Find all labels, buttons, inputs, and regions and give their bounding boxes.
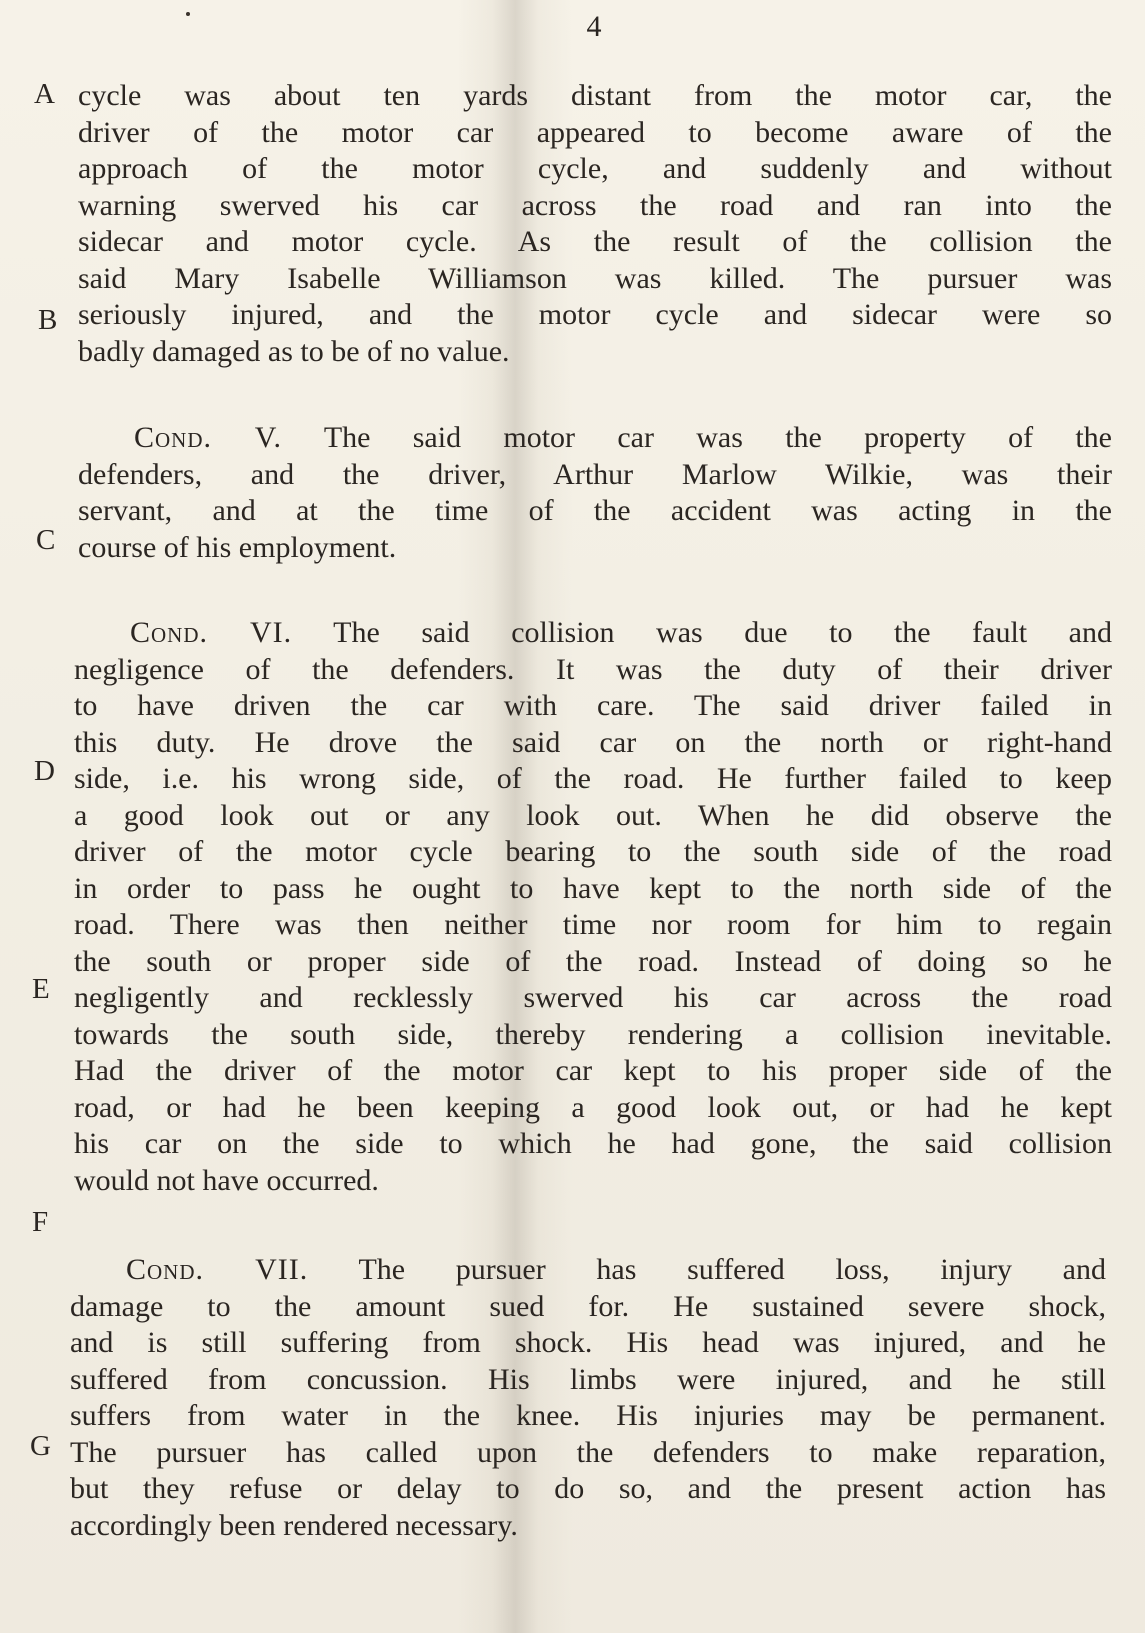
text-line: the south or proper side of the road. Instead of doing so he [74,944,1112,978]
text-line: would not have occurred. [74,1163,379,1197]
text-line: driver of the motor cycle bearing to the south side of the road [74,835,1112,868]
text-line: suffered from concussion. His limbs were injured, and he still [70,1362,1106,1396]
margin-letter-d: D [34,755,55,787]
text-line: road, or had he been keeping a good look out, or had he kept [74,1090,1112,1124]
paragraph-cond-vi [74,615,1112,1199]
text-line: warning swerved his car across the road and ran into the [78,188,1112,222]
text-line: but they refuse or delay to do so, and the present action has [70,1472,1106,1505]
text-line: a good look out or any look out. When he did observe the [74,798,1112,832]
margin-letter-g: G [30,1430,51,1462]
text-line: accordingly been rendered necessary. [70,1508,518,1542]
text-line: negligence of the defenders. It was the duty of their driver [74,652,1112,686]
margin-letter-a: A [34,78,55,110]
text-line: seriously injured, and the motor cycle and sidecar were so [78,298,1112,331]
text-line: course of his employment. [78,530,397,564]
text-line-first [70,1252,1106,1289]
text-line: Had the driver of the motor car kept to his proper side of the [74,1054,1112,1087]
text-line: towards the south side, thereby rendering a collision inevitable. [74,1017,1112,1051]
text-fragment: The said collision was due to the fault and [333,616,1112,649]
paragraph-continuation [78,78,1112,370]
text-line: road. There was then neither time nor room for him to regain [74,908,1112,941]
text-line: badly damaged as to be of no value. [78,334,510,368]
text-fragment: The pursuer has suffered loss, injury and [358,1253,1106,1286]
cond-label: Cond. V. [134,421,283,454]
paragraph-cond-v [78,420,1112,566]
text-line: negligently and recklessly swerved his car across the road [74,981,1112,1014]
text-line-first [78,420,1112,457]
text-line: cycle was about ten yards distant from the motor car, the [78,79,1112,112]
text-line: this duty. He drove the said car on the north or right-hand [74,725,1112,759]
text-line: servant, and at the time of the accident was acting in the [78,494,1112,527]
text-line: sidecar and motor cycle. As the result of the collision the [78,225,1112,258]
margin-letter-f: F [32,1206,49,1238]
text-line: his car on the side to which he had gone, the said collision [74,1127,1112,1160]
text-line: driver of the motor car appeared to become aware of the [78,115,1112,149]
text-line: side, i.e. his wrong side, of the road. He further failed to keep [74,762,1112,795]
text-line: said Mary Isabelle Williamson was killed. The pursuer was [78,261,1112,295]
text-line: to have driven the car with care. The said driver failed in [74,689,1112,722]
cond-label: Cond. VI. [130,616,293,649]
text-line: suffers from water in the knee. His injuries may be permanent. [70,1399,1106,1432]
text-fragment: The said motor car was the property of the [323,421,1113,454]
text-line: The pursuer has called upon the defenders to make reparation, [70,1435,1106,1469]
text-line-first [74,615,1112,652]
cond-label: Cond. VII. [126,1253,309,1286]
text-line: damage to the amount sued for. He sustained severe shock, [70,1289,1106,1323]
page-number: 4 [586,10,602,43]
text-line: approach of the motor cycle, and suddenly and without [78,152,1112,185]
text-line: defenders, and the driver, Arthur Marlow Wilkie, was their [78,457,1112,491]
text-line: and is still suffering from shock. His head was injured, and he [70,1326,1106,1359]
margin-letter-b: B [38,304,58,336]
text-line: in order to pass he ought to have kept to the north side of the [74,871,1112,905]
paragraph-cond-vii [70,1252,1106,1544]
margin-letter-e: E [32,973,50,1005]
margin-letter-c: C [36,524,56,556]
